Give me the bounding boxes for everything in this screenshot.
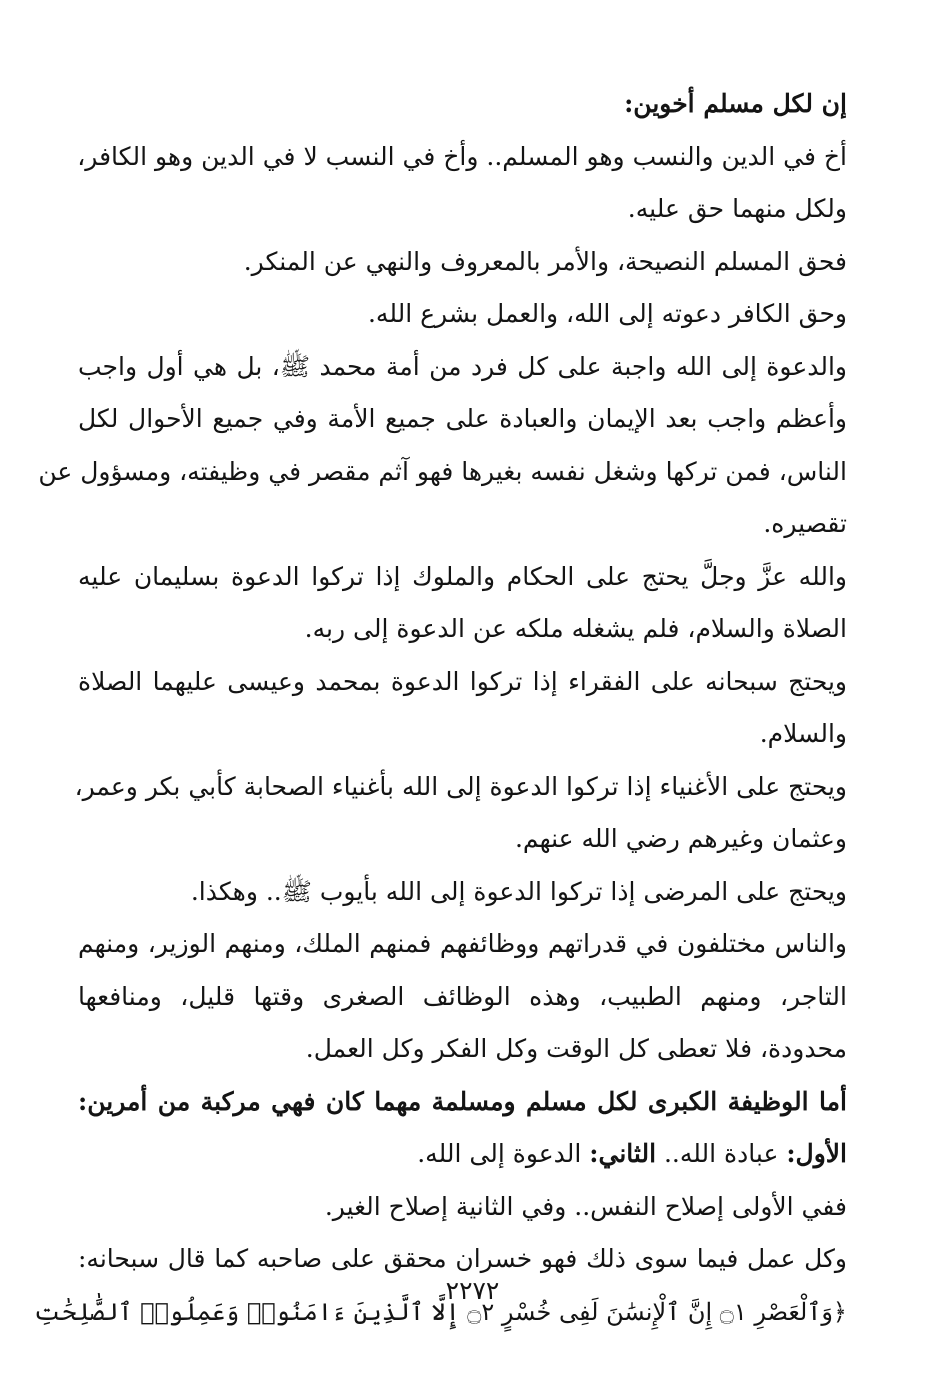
text-line: وحق الكافر دعوته إلى الله، والعمل بشرع الله. <box>367 299 847 328</box>
text-line: ويحتج على المرضى إذا تركوا الدعوة إلى الله بأيوب ﷺ.. وهكذا. <box>190 876 847 906</box>
text-line: ويحتج على الأغنياء إذا تركوا الدعوة إلى الله بأغنياء الصحابة كأبي بكر وعمر، <box>74 771 847 801</box>
first-matter-text: عبادة الله.. <box>656 1139 787 1168</box>
text-line: وأعظم واجب بعد الإيمان والعبادة على جميع الأمة وفي جميع الأحوال لكل <box>78 404 847 433</box>
text-line: أخ في الدين والنسب وهو المسلم.. وأخ في النسب لا في الدين وهو الكافر، <box>77 141 847 171</box>
text-line: إن لكل مسلم أخوين: <box>624 89 847 118</box>
text-line: والناس مختلفون في قدراتهم ووظائفهم فمنهم الملك، ومنهم الوزير، ومنهم <box>78 929 847 958</box>
text-line: التاجر، ومنهم الطبيب، وهذه الوظائف الصغرى وقتها قليل، ومنافعها <box>78 981 847 1011</box>
text-line: وكل عمل فيما سوى ذلك فهو خسران محقق على صاحبه كما قال سبحانه: <box>78 1244 847 1273</box>
page-number: ٢٢٧٢ <box>445 1276 500 1305</box>
closing-lines <box>78 1181 847 1286</box>
text-line: فحق المسلم النصيحة، والأمر بالمعروف والنهي عن المنكر. <box>243 246 847 276</box>
text-line: والدعوة إلى الله واجبة على كل فرد من أمة محمد ﷺ، بل هي أول واجب <box>78 351 847 381</box>
text-line: أما الوظيفة الكبرى لكل مسلم ومسلمة مهما كان فهي مركبة من أمرين: <box>78 1086 847 1116</box>
text-line: الناس، فمن تركها وشغل نفسه بغيرها فهو آثم مقصر في وظيفته، ومسؤول عن <box>38 456 847 486</box>
page-body <box>34 78 847 1338</box>
text-line: ويحتج سبحانه على الفقراء إذا تركوا الدعوة بمحمد وعيسى عليهما الصلاة <box>78 666 847 696</box>
second-matter-text: الدعوة إلى الله. <box>417 1139 590 1168</box>
text-line: ولكل منهما حق عليه. <box>627 194 847 223</box>
quran-verse-line: ﴿وَٱلْعَصْرِ ۝١ إِنَّ ٱلْإِنسَٰنَ لَفِى خُسْرٍ ۝٢ إِلَّا ٱلَّذِينَ ءَامَنُوا۟ وَعَمِلُوا۟ ٱلصَّٰلِحَٰتِ <box>34 1297 847 1326</box>
text-line: محدودة، فلا تعطى كل الوقت وكل الفكر وكل العمل. <box>305 1034 847 1063</box>
paragraph-lines <box>38 78 847 1128</box>
second-matter-label: الثاني: <box>589 1139 657 1168</box>
text-line: والسلام. <box>759 719 847 748</box>
text-line: ففي الأولى إصلاح النفس.. وفي الثانية إصلاح الغير. <box>324 1191 847 1221</box>
text-line: الصلاة والسلام، فلم يشغله ملكه عن الدعوة إلى ربه. <box>304 614 847 643</box>
two-matters-line <box>78 1128 847 1181</box>
text-line: وعثمان وغيرهم رضي الله عنهم. <box>514 824 847 853</box>
text-line: تقصيره. <box>763 509 847 538</box>
text-line: والله عزَّ وجلَّ يحتج على الحكام والملوك إذا تركوا الدعوة بسليمان عليه <box>78 561 847 591</box>
first-matter-label: الأول: <box>786 1139 847 1168</box>
